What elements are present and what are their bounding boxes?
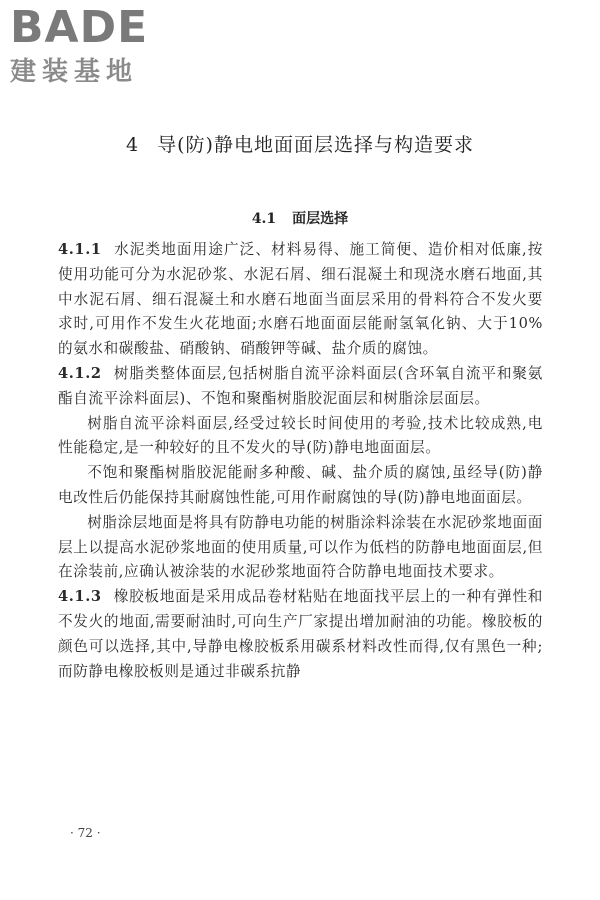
logo [10, 2, 175, 90]
clause-number: 4.1.2 [58, 364, 102, 382]
chapter-heading [0, 130, 600, 157]
section-heading [0, 208, 600, 228]
section-title: 面层选择 [292, 211, 349, 227]
logo-wordmark: BADE [10, 2, 149, 53]
section-number: 4.1 [251, 211, 277, 227]
clause-text: 橡胶板地面是采用成品卷材粘贴在地面找平层上的一种有弹性和不发火的地面,需要耐油时,可向生产厂家提出增加耐油的功能。橡胶板的颜色可以选择,其中,导静电橡胶板系用碳系材料改性而得,仅有黑色一种;而防静电橡胶板则是通过非碳系抗静 [58, 588, 543, 680]
chapter-number: 4 [126, 134, 140, 156]
body-paragraph: 不饱和聚酯树脂胶泥能耐多种酸、碱、盐介质的腐蚀,虽经导(防)静电改性后仍能保持其耐腐蚀性能,可用作耐腐蚀的导(防)静电地面面层。 [58, 464, 543, 506]
clause-number: 4.1.3 [58, 588, 102, 606]
clause-text: 水泥类地面用途广泛、材料易得、施工简便、造价相对低廉,按使用功能可分为水泥砂浆、水泥石屑、细石混凝土和现浇水磨石地面,其中水泥石屑、细石混凝土和水磨石地面当面层采用的骨料符合不发火要求时,可用作不发生火花地面;水磨石地面面层能耐氢氧化钠、大于10%的氨水和碳酸盐、硝酸钠、硝酸钾等碱、盐介质的腐蚀。 [58, 241, 543, 358]
body-paragraph: 树脂涂层地面是将具有防静电功能的树脂涂料涂装在水泥砂浆地面面层上以提高水泥砂浆地面的使用质量,可以作为低档的防静电地面面层,但在涂装前,应确认被涂装的水泥砂浆地面符合防静电地面技术要求。 [58, 513, 544, 581]
clause-paragraph [58, 362, 543, 412]
clause-text: 树脂类整体面层,包括树脂自流平涂料面层(含环氧自流平和聚氨酯自流平涂料面层)、不饱和聚酯树脂胶泥面层和树脂涂层面层。 [58, 364, 543, 407]
body-text [58, 238, 543, 684]
body-paragraph: 树脂自流平涂料面层,经受过较长时间使用的考验,技术比较成熟,电性能稳定,是一种较好的且不发火的导(防)静电地面面层。 [58, 414, 543, 457]
clause-paragraph [58, 585, 543, 684]
chapter-title: 导(防)静电地面面层选择与构造要求 [157, 134, 474, 156]
page-number: · 72 · [70, 826, 101, 840]
clause-number: 4.1.1 [58, 241, 102, 258]
logo-subtitle: 建装基地 [10, 57, 139, 87]
clause-paragraph [58, 238, 543, 362]
